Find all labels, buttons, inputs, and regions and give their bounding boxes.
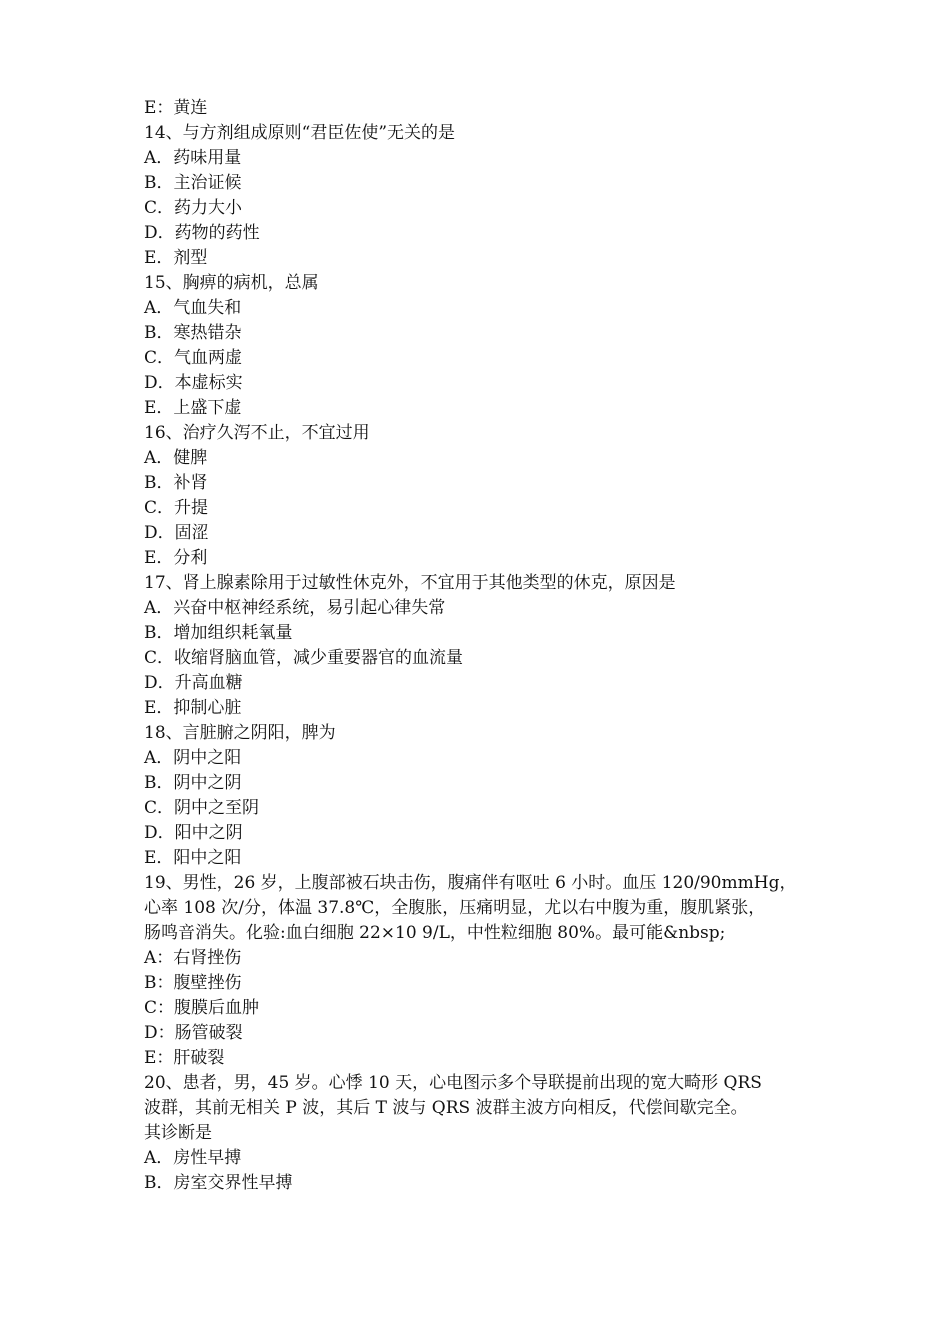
answer-option: B：腹壁挫伤	[144, 973, 242, 993]
question-20-line-1: 20、患者，男，45 岁。心悸 10 天，心电图示多个导联提前出现的宽大畸形 QRS	[144, 1073, 762, 1093]
answer-option: B．增加组织耗氧量	[144, 623, 293, 643]
answer-option: D．药物的药性	[144, 223, 260, 243]
answer-option: C．收缩肾脑血管，减少重要器官的血流量	[144, 648, 464, 668]
document-page	[144, 96, 809, 1196]
answer-option: C：腹膜后血肿	[144, 998, 260, 1018]
answer-option: E．分利	[144, 548, 208, 568]
answer-option: B．阴中之阴	[144, 773, 242, 793]
answer-option: A：右肾挫伤	[144, 948, 242, 968]
answer-option: B．寒热错杂	[144, 323, 242, 343]
answer-option: C．升提	[144, 498, 209, 518]
question-16: 16、治疗久泻不止，不宜过用	[144, 423, 370, 443]
answer-option: E．阳中之阳	[144, 848, 242, 868]
question-19-line-2: 心率 108 次/分，体温 37.8℃，全腹胀，压痛明显，尤以右中腹为重，腹肌紧张，	[144, 898, 766, 918]
answer-option: D．固涩	[144, 523, 209, 543]
answer-option: E：肝破裂	[144, 1048, 225, 1068]
answer-option: D：肠管破裂	[144, 1023, 243, 1043]
answer-option: C．阴中之至阴	[144, 798, 260, 818]
question-14: 14、与方剂组成原则“君臣佐使”无关的是	[144, 123, 456, 143]
question-18: 18、言脏腑之阴阳，脾为	[144, 723, 336, 743]
answer-option: D．升高血糖	[144, 673, 243, 693]
question-15: 15、胸痹的病机，总属	[144, 273, 319, 293]
answer-option: A．房性早搏	[144, 1148, 242, 1168]
answer-option: B．房室交界性早搏	[144, 1173, 293, 1193]
answer-option: B．补肾	[144, 473, 208, 493]
question-20-line-2: 波群，其前无相关 P 波，其后 T 波与 QRS 波群主波方向相反，代偿间歇完全。	[144, 1098, 748, 1118]
answer-option: A．气血失和	[144, 298, 242, 318]
answer-option: B．主治证候	[144, 173, 242, 193]
answer-option: E．抑制心脏	[144, 698, 242, 718]
answer-option: E．上盛下虚	[144, 398, 242, 418]
answer-option: E：黄连	[144, 98, 208, 118]
question-17: 17、肾上腺素除用于过敏性休克外，不宜用于其他类型的休克，原因是	[144, 573, 676, 593]
answer-option: C．药力大小	[144, 198, 243, 218]
question-19-line-3: 肠鸣音消失。化验:血白细胞 22×10 9/L，中性粒细胞 80%。最可能&nbsp;	[144, 923, 726, 943]
answer-option: A．健脾	[144, 448, 208, 468]
answer-option: A．兴奋中枢神经系统，易引起心律失常	[144, 598, 446, 618]
answer-option: D．本虚标实	[144, 373, 243, 393]
question-20-line-3: 其诊断是	[144, 1123, 212, 1143]
answer-option: A．阴中之阳	[144, 748, 242, 768]
answer-option: A．药味用量	[144, 148, 242, 168]
answer-option: C．气血两虚	[144, 348, 243, 368]
answer-option: E．剂型	[144, 248, 208, 268]
answer-option: D．阳中之阴	[144, 823, 243, 843]
question-19-line-1: 19、男性，26 岁，上腹部被石块击伤，腹痛伴有呕吐 6 小时。血压 120/90mmHg，	[144, 873, 797, 893]
